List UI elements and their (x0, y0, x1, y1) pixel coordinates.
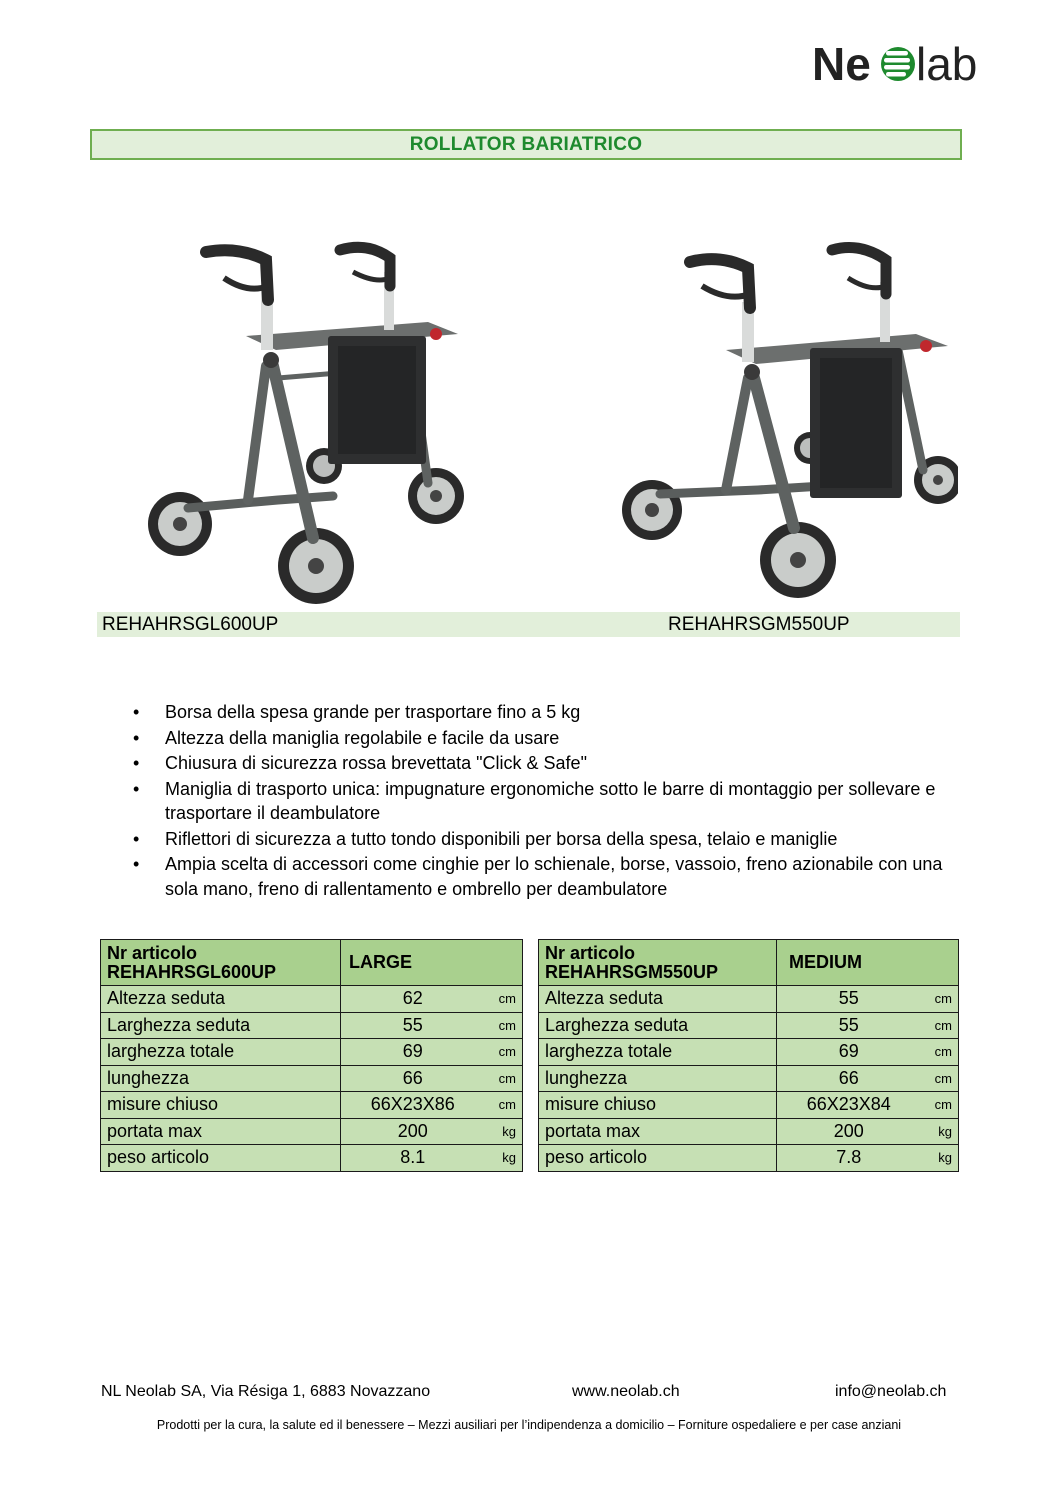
rollator-illustration (128, 238, 488, 610)
footer-website-link[interactable]: www.neolab.ch (572, 1383, 680, 1400)
list-item: • Riflettori di sicurezza a tutto tondo disponibili per borsa della spesa, telaio e maniglie (130, 827, 960, 852)
list-item: • Altezza della maniglia regolabile e facile da usare (130, 726, 960, 751)
logo-text-left: Ne (812, 38, 871, 90)
bullet-icon: • (133, 727, 140, 748)
logo-hand-icon (881, 47, 915, 81)
article-header: Nr articolo REHAHRSGL600UP (101, 940, 341, 986)
table-row: misure chiuso 66X23X86 cm (101, 1092, 523, 1119)
table-row: lunghezza 66 cm (539, 1065, 959, 1092)
product-image-large (128, 238, 488, 610)
bullet-icon: • (133, 854, 140, 874)
bullet-icon: • (133, 702, 140, 722)
product-image-medium (598, 238, 958, 610)
table-header-row (101, 940, 523, 986)
neolab-logo (812, 34, 1012, 94)
list-item: • Chiusura di sicurezza rossa brevettata "Click & Safe" (130, 751, 960, 776)
bullet-icon: • (133, 753, 140, 773)
footer-tagline: Prodotti per la cura, la salute ed il benessere – Mezzi ausiliari per l’indipendenza a domicilio – Forniture ospedaliere e per case anziani (156, 1418, 902, 1432)
size-label: MEDIUM (777, 940, 959, 986)
table-row: portata max 200 kg (539, 1118, 959, 1145)
table-row: Altezza seduta 62 cm (101, 986, 523, 1013)
table-header-row (539, 940, 959, 986)
footer-address: NL Neolab SA, Via Résiga 1, 6883 Novazzano (101, 1383, 431, 1400)
bullet-icon: • (133, 828, 140, 849)
page-title: ROLLATOR BARIATRICO (90, 129, 962, 160)
spec-table-large (100, 939, 523, 1172)
list-item: • Ampia scelta di accessori come cinghie per lo schienale, borse, vassoio, freno azionabile con una sola mano, freno di rallentamento e ombrello per deambulatore (133, 854, 943, 899)
table-row: Larghezza seduta 55 cm (101, 1012, 523, 1039)
footer-email-link[interactable]: info@neolab.ch (835, 1383, 947, 1400)
list-item: • Maniglia di trasporto unica: impugnature ergonomiche sotto le barre di montaggio per sollevare e trasportare il deambulatore (133, 778, 936, 823)
product-code-medium: REHAHRSGM550UP (668, 614, 850, 635)
list-item: • Borsa della spesa grande per trasportare fino a 5 kg (130, 700, 960, 725)
table-row: larghezza totale 69 cm (539, 1039, 959, 1066)
bullet-icon: • (133, 778, 140, 799)
table-row: lunghezza 66 cm (101, 1065, 523, 1092)
article-header: Nr articolo REHAHRSGM550UP (539, 940, 777, 986)
feature-list (130, 700, 960, 902)
product-code-large: REHAHRSGL600UP (102, 614, 279, 635)
table-row: peso articolo 8.1 kg (101, 1145, 523, 1172)
table-row: Larghezza seduta 55 cm (539, 1012, 959, 1039)
table-row: larghezza totale 69 cm (101, 1039, 523, 1066)
logo-text-right: lab (916, 38, 978, 90)
spec-table-medium (538, 939, 959, 1172)
rollator-illustration (598, 238, 958, 610)
size-label: LARGE (341, 940, 523, 986)
table-row: Altezza seduta 55 cm (539, 986, 959, 1013)
table-row: portata max 200 kg (101, 1118, 523, 1145)
table-row: misure chiuso 66X23X84 cm (539, 1092, 959, 1119)
table-row: peso articolo 7.8 kg (539, 1145, 959, 1172)
